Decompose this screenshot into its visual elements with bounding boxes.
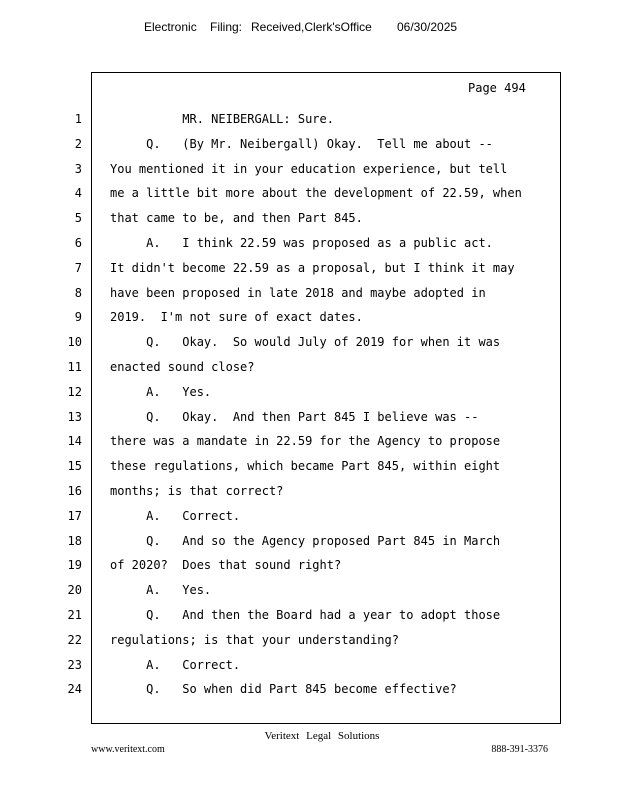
line-number: 15 — [67, 459, 82, 474]
transcript-line: Q. (By Mr. Neibergall) Okay. Tell me about -- — [110, 136, 493, 151]
line-number: 19 — [67, 558, 82, 573]
line-number: 20 — [67, 583, 82, 598]
transcript-line: A. Correct. — [110, 508, 241, 523]
line-number: 22 — [67, 632, 82, 647]
line-number: 10 — [67, 335, 82, 350]
transcript-line: It didn't become 22.59 as a proposal, but I think it may — [110, 260, 515, 275]
transcript-line: regulations; is that your understanding? — [110, 632, 399, 647]
transcript-line: there was a mandate in 22.59 for the Agency to propose — [110, 434, 501, 449]
footer-website: www.veritext.com — [91, 744, 165, 755]
line-number: 2 — [74, 136, 82, 151]
transcript-line: Q. And then the Board had a year to adopt those — [110, 608, 501, 622]
transcript-line: Q. Okay. And then Part 845 I believe was -- — [110, 409, 479, 424]
transcript-line: me a little bit more about the development of 22.59, when — [110, 186, 522, 201]
transcript-line: MR. NEIBERGALL: Sure. — [110, 112, 334, 126]
line-number: 23 — [67, 657, 82, 672]
transcript-line: Q. Okay. So would July of 2019 for when it was — [110, 335, 501, 350]
transcript-line: months; is that correct? — [110, 484, 284, 498]
transcript-line: that came to be, and then Part 845. — [110, 211, 363, 226]
transcript-line: You mentioned it in your education experience, but tell — [110, 161, 508, 176]
line-number: 11 — [67, 360, 82, 374]
transcript-line: A. Correct. — [110, 657, 241, 672]
footer-company: Veritext Legal Solutions — [264, 730, 380, 742]
line-number: 4 — [74, 186, 82, 201]
line-number: 18 — [67, 533, 82, 548]
transcript-line: A. I think 22.59 was proposed as a public act. — [110, 236, 493, 250]
line-number: 12 — [67, 384, 82, 399]
header-received: Received,Clerk'sOffice — [251, 20, 372, 34]
line-number: 1 — [74, 112, 82, 126]
line-number: 6 — [74, 236, 82, 250]
line-number: 13 — [67, 409, 82, 424]
line-number: 16 — [67, 484, 82, 498]
header-date: 06/30/2025 — [397, 20, 458, 34]
transcript-line: A. Yes. — [110, 384, 212, 399]
line-number: 17 — [67, 508, 82, 523]
transcript-line: have been proposed in late 2018 and maybe adopted in — [110, 285, 486, 300]
transcript-line: of 2020? Does that sound right? — [110, 558, 342, 573]
line-number: 14 — [67, 434, 82, 449]
header-electronic: Electronic — [144, 20, 197, 34]
line-number: 7 — [74, 260, 82, 275]
line-number: 5 — [74, 211, 82, 226]
line-number: 3 — [74, 161, 82, 176]
page-number: Page 494 — [468, 81, 526, 95]
transcript-line: 2019. I'm not sure of exact dates. — [110, 310, 363, 325]
header-filing: Filing: — [210, 20, 243, 34]
transcript-line: these regulations, which became Part 845, within eight — [110, 459, 501, 474]
line-number: 24 — [67, 682, 82, 697]
line-number: 8 — [74, 285, 82, 300]
filing-header — [0, 20, 618, 36]
transcript-line: Q. And so the Agency proposed Part 845 in March — [110, 533, 501, 548]
line-number: 9 — [74, 310, 82, 325]
transcript-line: Q. So when did Part 845 become effective? — [110, 682, 457, 697]
transcript-line: A. Yes. — [110, 583, 212, 598]
footer-phone: 888-391-3376 — [491, 744, 548, 755]
line-number: 21 — [67, 608, 82, 622]
transcript-line: enacted sound close? — [110, 360, 255, 374]
